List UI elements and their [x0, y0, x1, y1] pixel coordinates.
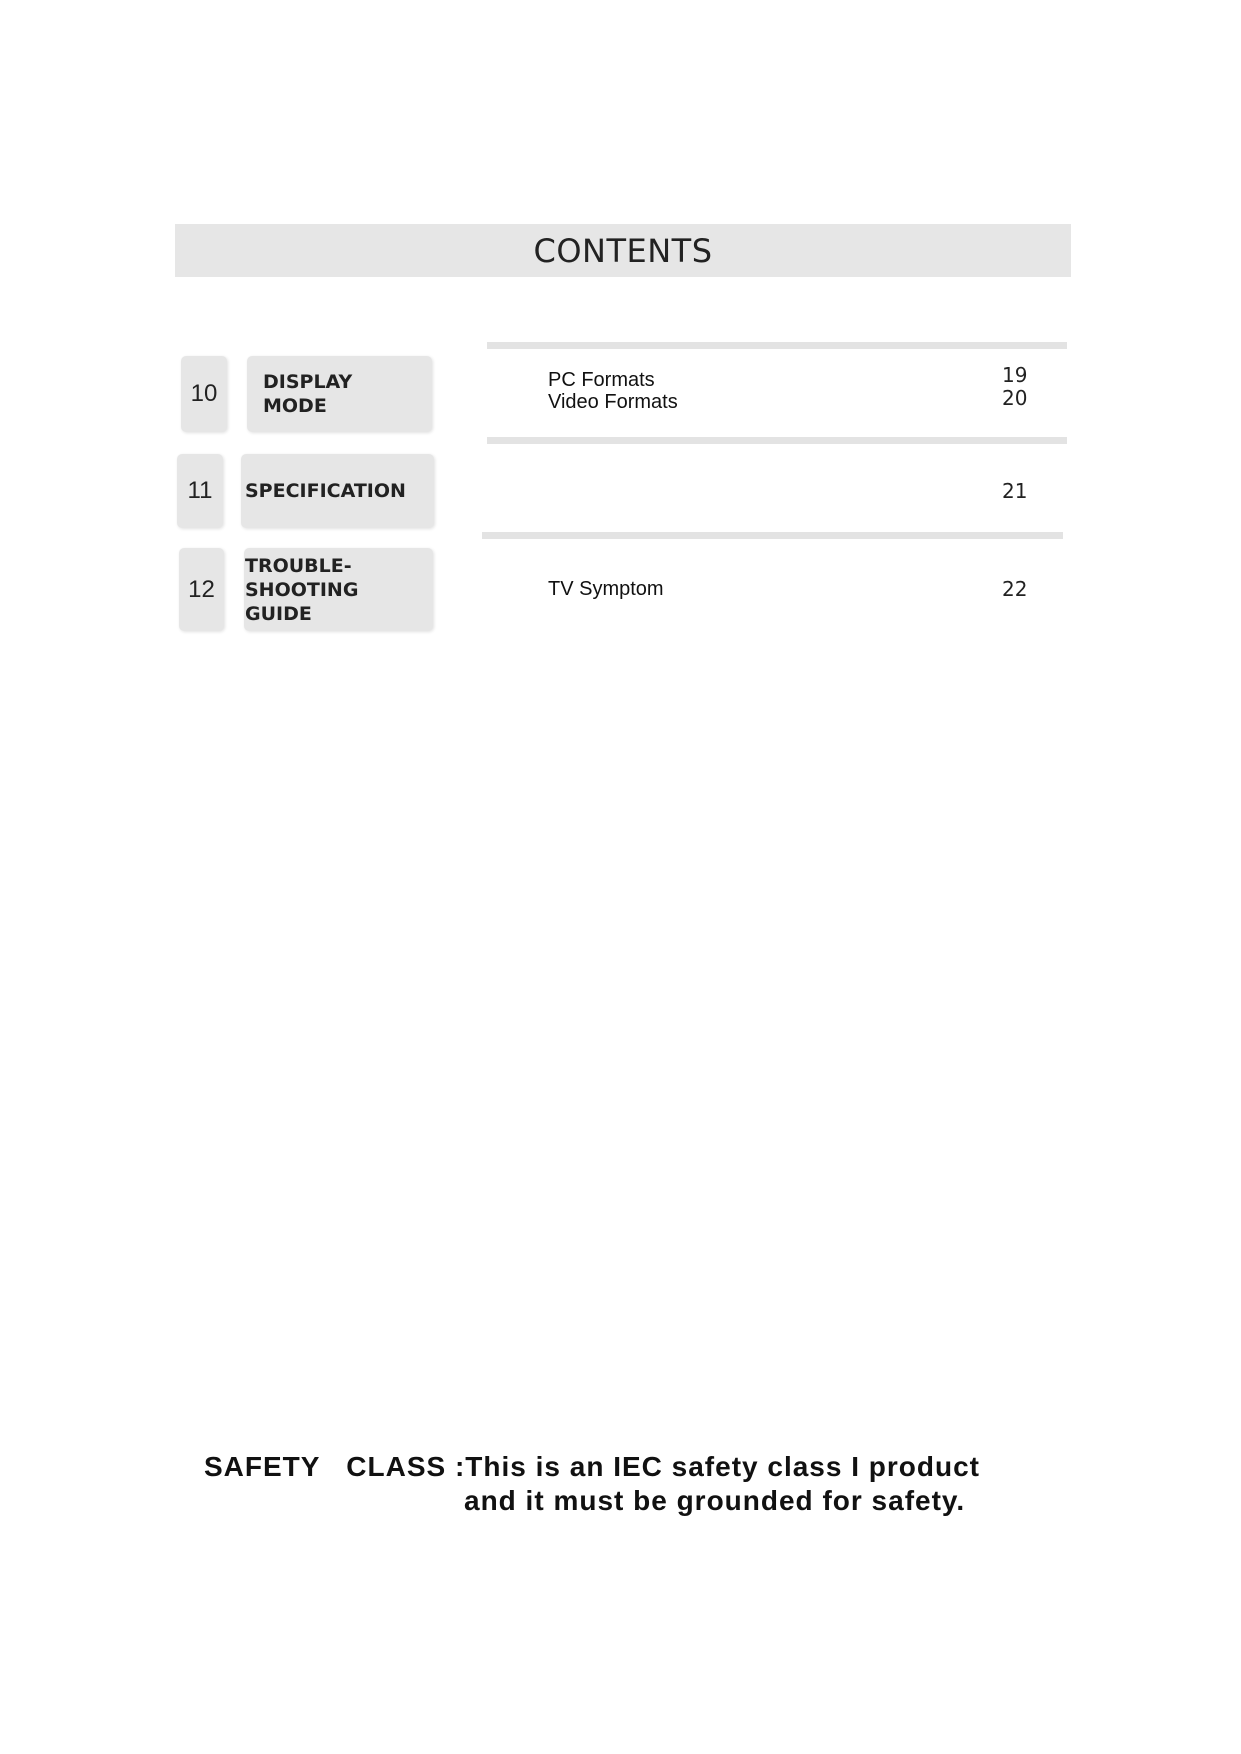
- page-number: 19: [1002, 363, 1028, 387]
- section-label-line: MODE: [263, 395, 327, 417]
- section-number: 10: [181, 356, 227, 432]
- safety-class-line-1: SAFETY CLASS :This is an IEC safety class I product: [204, 1451, 980, 1482]
- section-label-line: SPECIFICATION: [245, 480, 406, 502]
- section-divider: [482, 532, 1063, 539]
- section-divider: [487, 342, 1067, 349]
- section-label-display-mode[interactable]: [247, 356, 432, 432]
- toc-entry[interactable]: PC Formats: [548, 369, 655, 391]
- section-divider: [487, 437, 1067, 444]
- page-number: 20: [1002, 386, 1028, 410]
- toc-entry[interactable]: Video Formats: [548, 391, 678, 413]
- contents-title-bar: [175, 224, 1071, 277]
- section-number: 11: [177, 454, 223, 528]
- section-label-line: DISPLAY: [263, 371, 353, 393]
- safety-class-line-2: and it must be grounded for safety.: [464, 1485, 966, 1516]
- toc-entry[interactable]: TV Symptom: [548, 578, 664, 600]
- section-label-specification[interactable]: [241, 454, 434, 528]
- section-label-line: SHOOTING: [245, 578, 359, 601]
- page-number: 21: [1002, 479, 1028, 503]
- section-label-line: GUIDE: [245, 602, 312, 625]
- section-label-line: TROUBLE-: [245, 554, 352, 577]
- page-title: CONTENTS: [533, 231, 713, 270]
- section-label-troubleshooting-guide[interactable]: [244, 548, 433, 631]
- section-number: 12: [179, 548, 224, 631]
- page-number: 22: [1002, 577, 1028, 601]
